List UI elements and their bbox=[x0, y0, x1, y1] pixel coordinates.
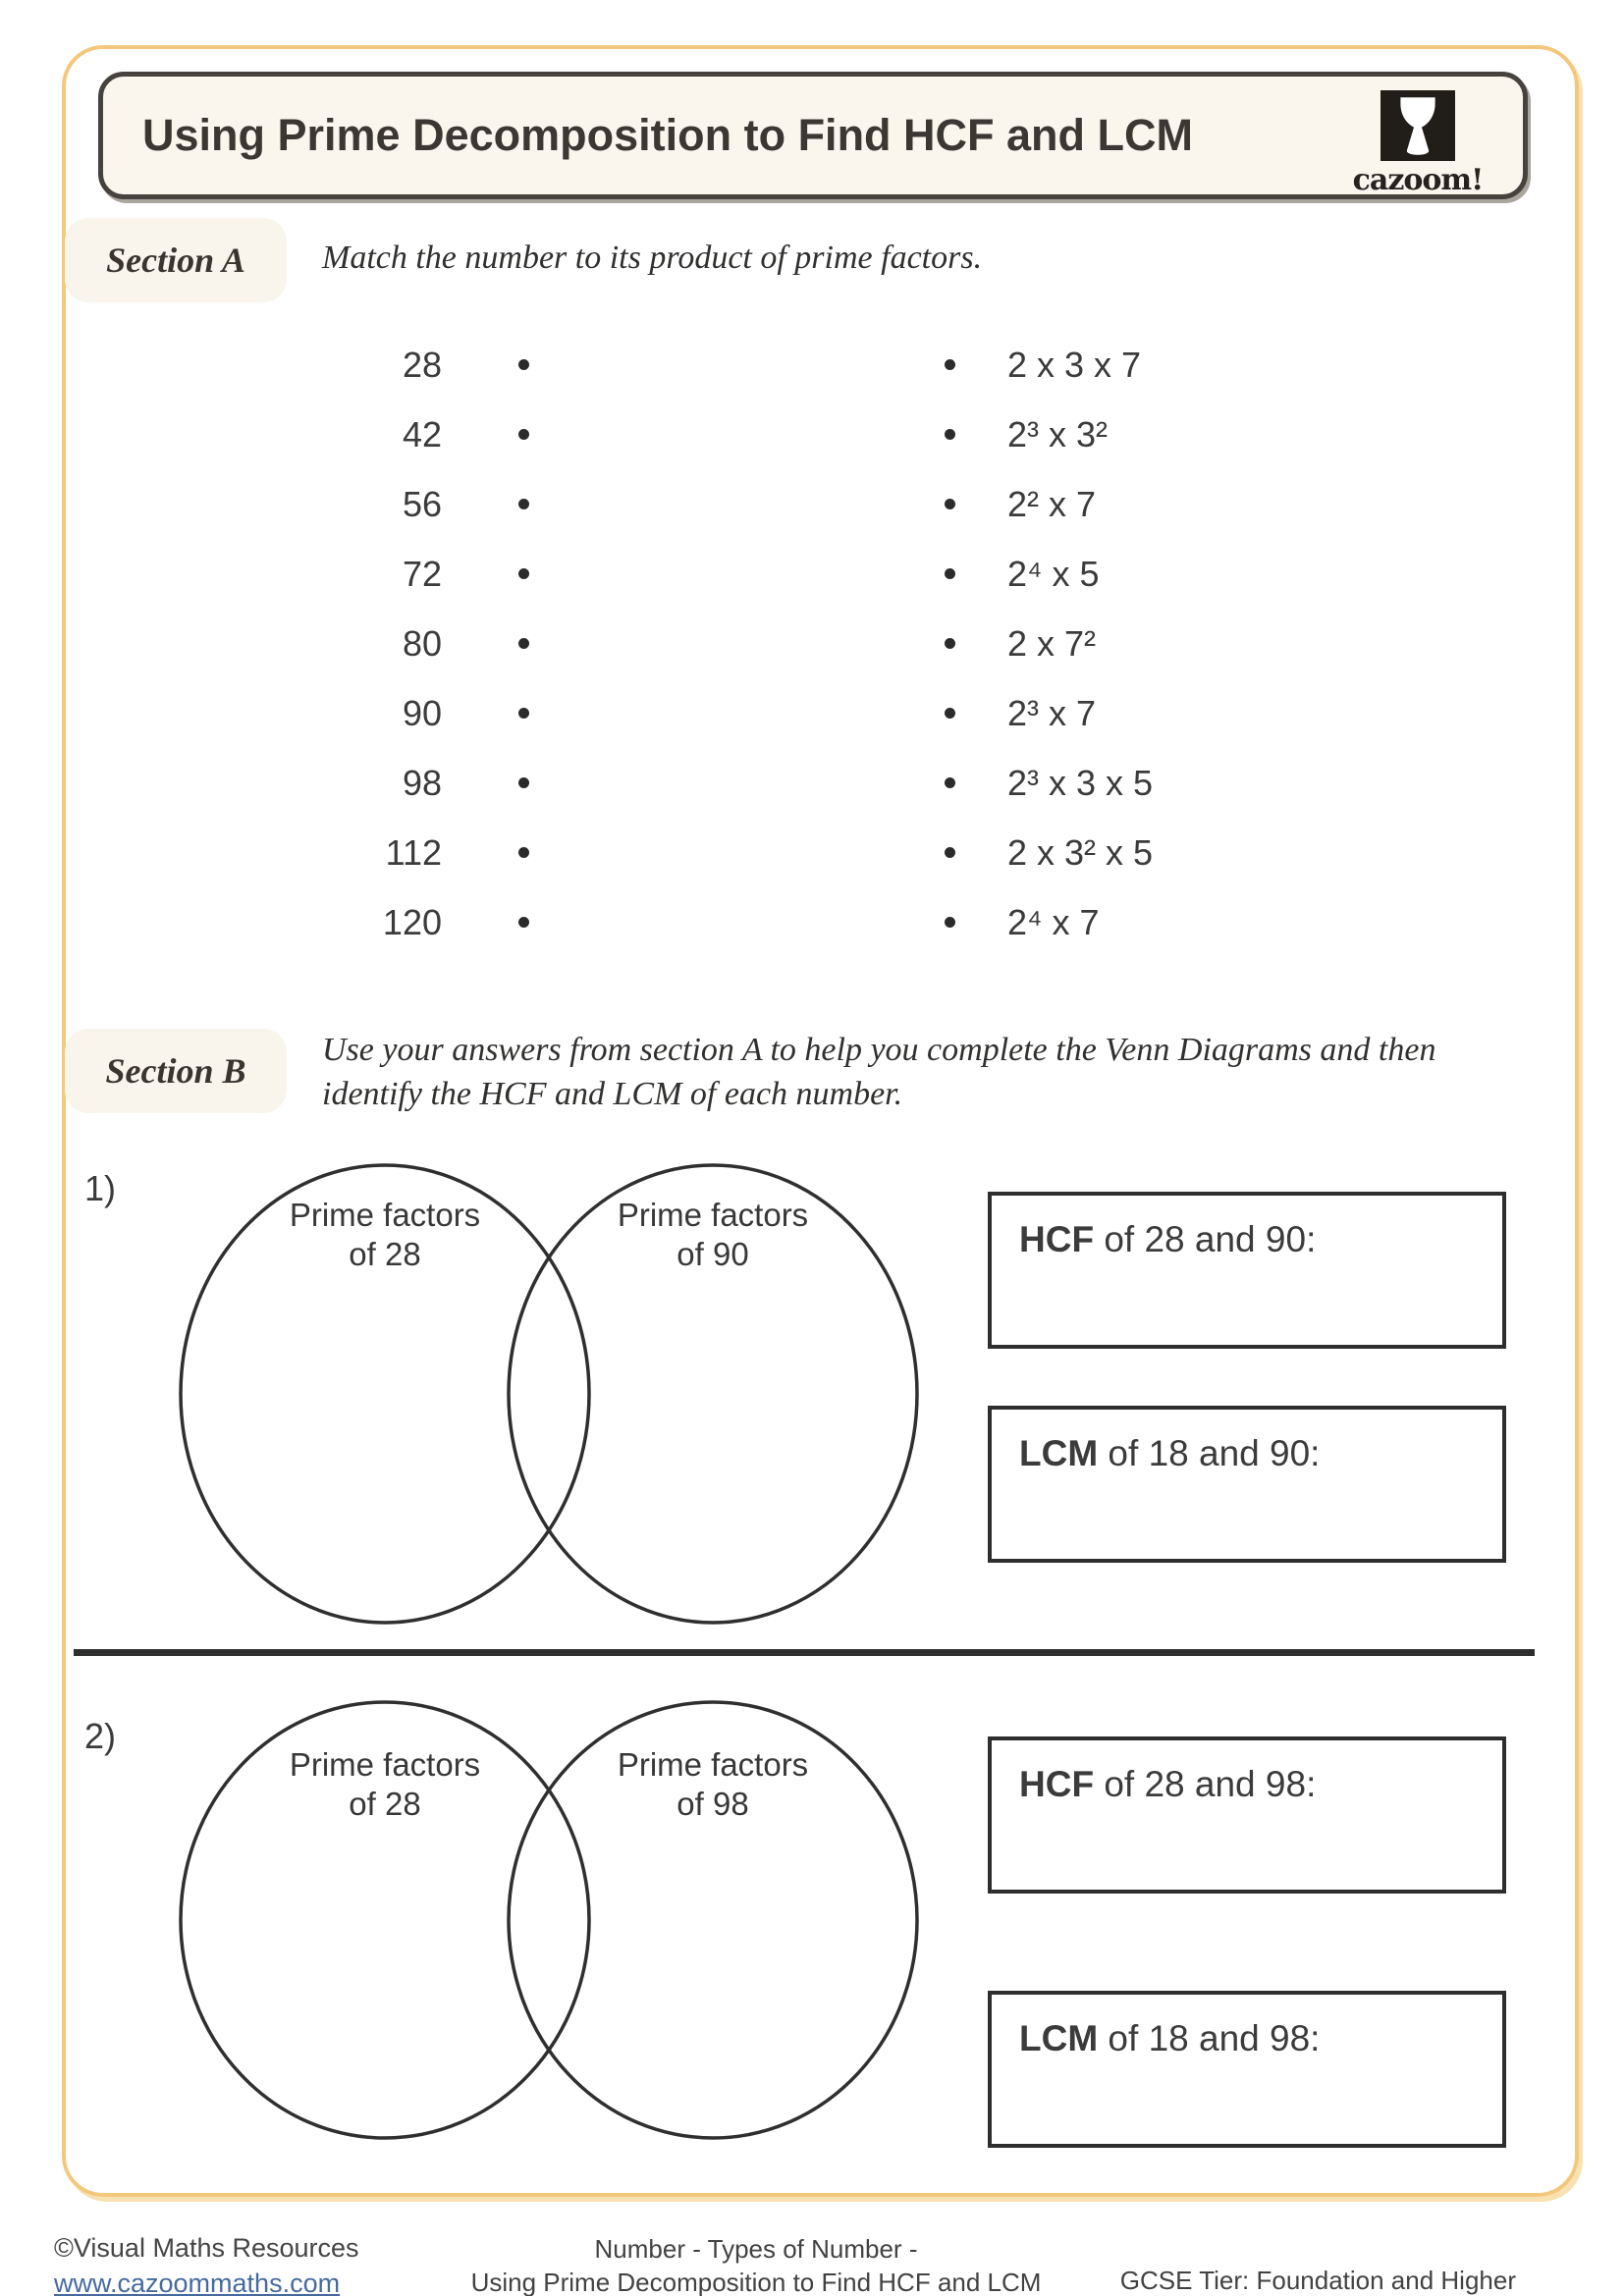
match-product: 2³ x 7 bbox=[1007, 693, 1097, 733]
hcf-answer-box-2 bbox=[988, 1736, 1506, 1894]
lcm-answer-box-1 bbox=[988, 1406, 1506, 1563]
match-row bbox=[0, 539, 1624, 609]
bullet-icon bbox=[945, 917, 955, 928]
match-row bbox=[0, 469, 1624, 539]
match-number: 90 bbox=[402, 693, 442, 733]
match-product: 2 x 3 x 7 bbox=[1007, 345, 1142, 385]
match-product: 2⁴ x 5 bbox=[1007, 554, 1100, 594]
bullet-icon bbox=[945, 777, 955, 788]
match-row bbox=[0, 748, 1624, 818]
venn-label-line1: Prime factors bbox=[289, 1197, 481, 1233]
match-number: 42 bbox=[402, 414, 442, 454]
match-number: 112 bbox=[385, 832, 442, 873]
venn-label-line2: of 28 bbox=[349, 1236, 421, 1272]
bullet-icon bbox=[518, 777, 529, 788]
match-number: 56 bbox=[402, 484, 442, 524]
question-2-number: 2) bbox=[84, 1716, 117, 1756]
hcf-label: HCF bbox=[1019, 1764, 1095, 1804]
section-a-label: Section A bbox=[65, 218, 287, 302]
section-divider bbox=[74, 1649, 1535, 1656]
match-product: 2³ x 3 x 5 bbox=[1007, 763, 1154, 803]
section-b-instruction: Use your answers from section A to help you complete the Venn Diagrams and then identify the HCF and LCM of each number. bbox=[322, 1032, 1436, 1112]
bullet-icon bbox=[518, 359, 529, 370]
bullet-icon bbox=[518, 708, 529, 719]
hcf-answer-box-1 bbox=[988, 1192, 1506, 1349]
bullet-icon bbox=[945, 499, 955, 509]
bullet-icon bbox=[518, 917, 529, 928]
match-row bbox=[0, 609, 1624, 678]
footer-tier: GCSE Tier: Foundation and Higher bbox=[1119, 2266, 1516, 2295]
venn-label-line1: Prime factors bbox=[289, 1746, 481, 1783]
bullet-icon bbox=[518, 568, 529, 579]
footer-left bbox=[54, 2230, 359, 2296]
venn-label-line1: Prime factors bbox=[617, 1746, 809, 1783]
footer-topic-line1: Number - Types of Number - bbox=[594, 2234, 918, 2264]
question-1-number: 1) bbox=[84, 1168, 117, 1208]
match-number: 98 bbox=[402, 763, 442, 803]
match-row bbox=[0, 400, 1624, 469]
bullet-icon bbox=[945, 429, 955, 440]
match-row bbox=[0, 887, 1624, 957]
lcm-label: LCM bbox=[1019, 2018, 1099, 2058]
venn-2-left-label bbox=[238, 1745, 532, 1824]
title-bar bbox=[98, 72, 1528, 199]
match-product: 2² x 7 bbox=[1007, 484, 1097, 524]
lcm-answer-box-2 bbox=[988, 1991, 1506, 2148]
page-title: Using Prime Decomposition to Find HCF and LCM bbox=[142, 110, 1194, 160]
bullet-icon bbox=[945, 847, 955, 858]
lcm-label-rest: of 18 and 90: bbox=[1098, 1433, 1321, 1473]
match-number: 80 bbox=[402, 623, 442, 664]
match-row bbox=[0, 678, 1624, 748]
match-product: 2⁴ x 7 bbox=[1007, 902, 1100, 942]
section-a-instruction: Match the number to its product of prime factors. bbox=[322, 240, 983, 276]
bullet-icon bbox=[518, 638, 529, 649]
djembe-drum-icon bbox=[1380, 90, 1455, 161]
match-row bbox=[0, 330, 1624, 400]
venn-1-right-label bbox=[566, 1196, 860, 1274]
hcf-label: HCF bbox=[1019, 1219, 1095, 1259]
bullet-icon bbox=[518, 847, 529, 858]
venn-label-line2: of 28 bbox=[349, 1786, 421, 1822]
match-number: 120 bbox=[382, 902, 442, 942]
section-b-label: Section B bbox=[65, 1029, 287, 1113]
bullet-icon bbox=[945, 359, 955, 370]
website-link[interactable]: www.cazoommaths.com bbox=[54, 2269, 341, 2296]
match-product: 2³ x 3² bbox=[1007, 414, 1109, 454]
venn-label-line1: Prime factors bbox=[617, 1197, 809, 1233]
hcf-label-rest: of 28 and 90: bbox=[1094, 1219, 1317, 1259]
bullet-icon bbox=[945, 638, 955, 649]
venn-label-line2: of 98 bbox=[677, 1786, 749, 1822]
cazoom-logo bbox=[1344, 90, 1491, 197]
match-number: 72 bbox=[402, 554, 442, 594]
copyright-text: ©Visual Maths Resources bbox=[54, 2233, 359, 2263]
venn-2-right-label bbox=[566, 1745, 860, 1824]
match-row bbox=[0, 818, 1624, 887]
match-product: 2 x 7² bbox=[1007, 623, 1097, 664]
venn-label-line2: of 90 bbox=[677, 1236, 749, 1272]
lcm-label: LCM bbox=[1019, 1433, 1099, 1473]
hcf-label-rest: of 28 and 98: bbox=[1094, 1764, 1317, 1804]
bullet-icon bbox=[945, 708, 955, 719]
lcm-label-rest: of 18 and 98: bbox=[1098, 2018, 1321, 2058]
bullet-icon bbox=[518, 499, 529, 509]
bullet-icon bbox=[945, 568, 955, 579]
bullet-icon bbox=[518, 429, 529, 440]
logo-wordmark: cazoom! bbox=[1352, 163, 1484, 197]
footer-center bbox=[412, 2232, 1100, 2296]
footer-topic-line2: Using Prime Decomposition to Find HCF and LCM bbox=[470, 2268, 1042, 2296]
match-number: 28 bbox=[402, 345, 442, 385]
match-product: 2 x 3² x 5 bbox=[1007, 832, 1154, 873]
venn-1-left-label bbox=[238, 1196, 532, 1274]
